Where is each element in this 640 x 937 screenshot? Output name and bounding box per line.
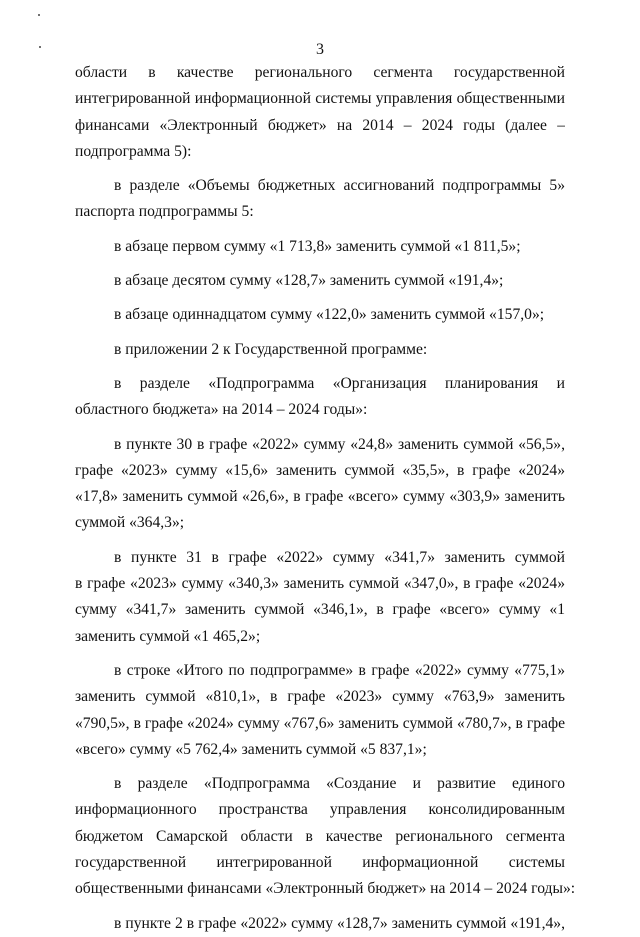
text-line: в абзаце десятом сумму «128,7» заменить суммой «191,4»; xyxy=(114,272,504,290)
paragraph-gap xyxy=(75,763,565,771)
text-line: государственной интегрированной информационной системы xyxy=(75,854,565,872)
text-line: в пункте 2 в графе «2022» сумму «128,7» заменить суммой «191,4», xyxy=(114,914,565,932)
paragraph xyxy=(75,173,565,226)
paragraph-gap xyxy=(75,903,565,911)
text-line: области в качестве регионального сегмента государственной xyxy=(75,64,565,81)
text-line: суммой «364,3»; xyxy=(75,514,185,532)
text-line: паспорта подпрограммы 5: xyxy=(75,203,254,221)
paragraph xyxy=(75,234,565,260)
text-line: в приложении 2 к Государственной программе: xyxy=(114,340,428,358)
paragraph-gap xyxy=(75,260,565,268)
text-line: в абзаце одиннадцатом сумму «122,0» заменить суммой «157,0»; xyxy=(114,306,545,324)
text-line: графе «2023» сумму «15,6» заменить суммой «35,5», в графе «2024» xyxy=(75,461,565,479)
document-body xyxy=(75,60,576,937)
text-line: в графе «2023» сумму «340,3» заменить суммой «347,0», в графе «2024» xyxy=(75,575,565,593)
text-line: в разделе «Подпрограмма «Создание и развитие единого xyxy=(114,775,565,793)
scan-speck xyxy=(38,14,40,16)
paragraph xyxy=(75,337,565,363)
text-line: областного бюджета» на 2014 – 2024 годы»: xyxy=(75,401,368,419)
text-line: в пункте 30 в графе «2022» сумму «24,8» заменить суммой «56,5», xyxy=(114,435,565,453)
text-line: «17,8» заменить суммой «26,6», в графе «всего» сумму «303,9» заменить xyxy=(75,488,565,506)
paragraph xyxy=(75,371,565,424)
paragraph-gap xyxy=(75,363,565,371)
text-line: в разделе «Объемы бюджетных ассигнований подпрограммы 5» xyxy=(114,177,565,195)
paragraph-gap xyxy=(75,294,565,302)
paragraph-gap xyxy=(75,650,565,658)
paragraph xyxy=(75,658,565,763)
paragraph xyxy=(75,268,565,294)
text-line: в пункте 31 в графе «2022» сумму «341,7» заменить суммой xyxy=(114,548,565,566)
paragraph xyxy=(75,545,565,650)
page-number: 3 xyxy=(316,41,324,58)
text-line: сумму «341,7» заменить суммой «346,1», в графе «всего» сумму «1 xyxy=(75,601,565,619)
text-line: подпрограмма 5): xyxy=(75,142,192,160)
text-line: общественными финансами «Электронный бюджет» на 2014 – 2024 годы»: xyxy=(75,880,576,898)
text-line: интегрированной информационной системы управления общественными xyxy=(75,90,565,108)
text-line: финансами «Электронный бюджет» на 2014 – 2024 годы (далее – xyxy=(75,116,565,134)
paragraph xyxy=(75,771,576,902)
text-line: в абзаце первом сумму «1 713,8» заменить суммой «1 811,5»; xyxy=(114,237,521,255)
paragraph-gap xyxy=(75,165,565,173)
text-line: «всего» сумму «5 762,4» заменить суммой «5 837,1»; xyxy=(75,740,427,758)
text-line: бюджетом Самарской области в качестве регионального сегмента xyxy=(75,827,565,845)
paragraph-gap xyxy=(75,424,565,432)
paragraph xyxy=(75,60,565,165)
text-line: «790,5», в графе «2024» сумму «767,6» заменить суммой «780,7», в графе xyxy=(75,714,565,732)
text-line: в строке «Итого по подпрограмме» в графе «2022» сумму «775,1» xyxy=(114,661,565,679)
paragraph-gap xyxy=(75,226,565,234)
paragraph xyxy=(75,911,565,937)
text-line: заменить суммой «1 465,2»; xyxy=(75,627,261,645)
paragraph xyxy=(75,302,565,328)
text-line: заменить суммой «810,1», в графе «2023» сумму «763,9» заменить xyxy=(75,688,565,706)
text-line: в разделе «Подпрограмма «Организация планирования и xyxy=(114,374,565,392)
paragraph-gap xyxy=(75,329,565,337)
text-line: информационного пространства управления консолидированным xyxy=(75,801,565,819)
paragraph xyxy=(75,432,565,537)
paragraph-gap xyxy=(75,537,565,545)
